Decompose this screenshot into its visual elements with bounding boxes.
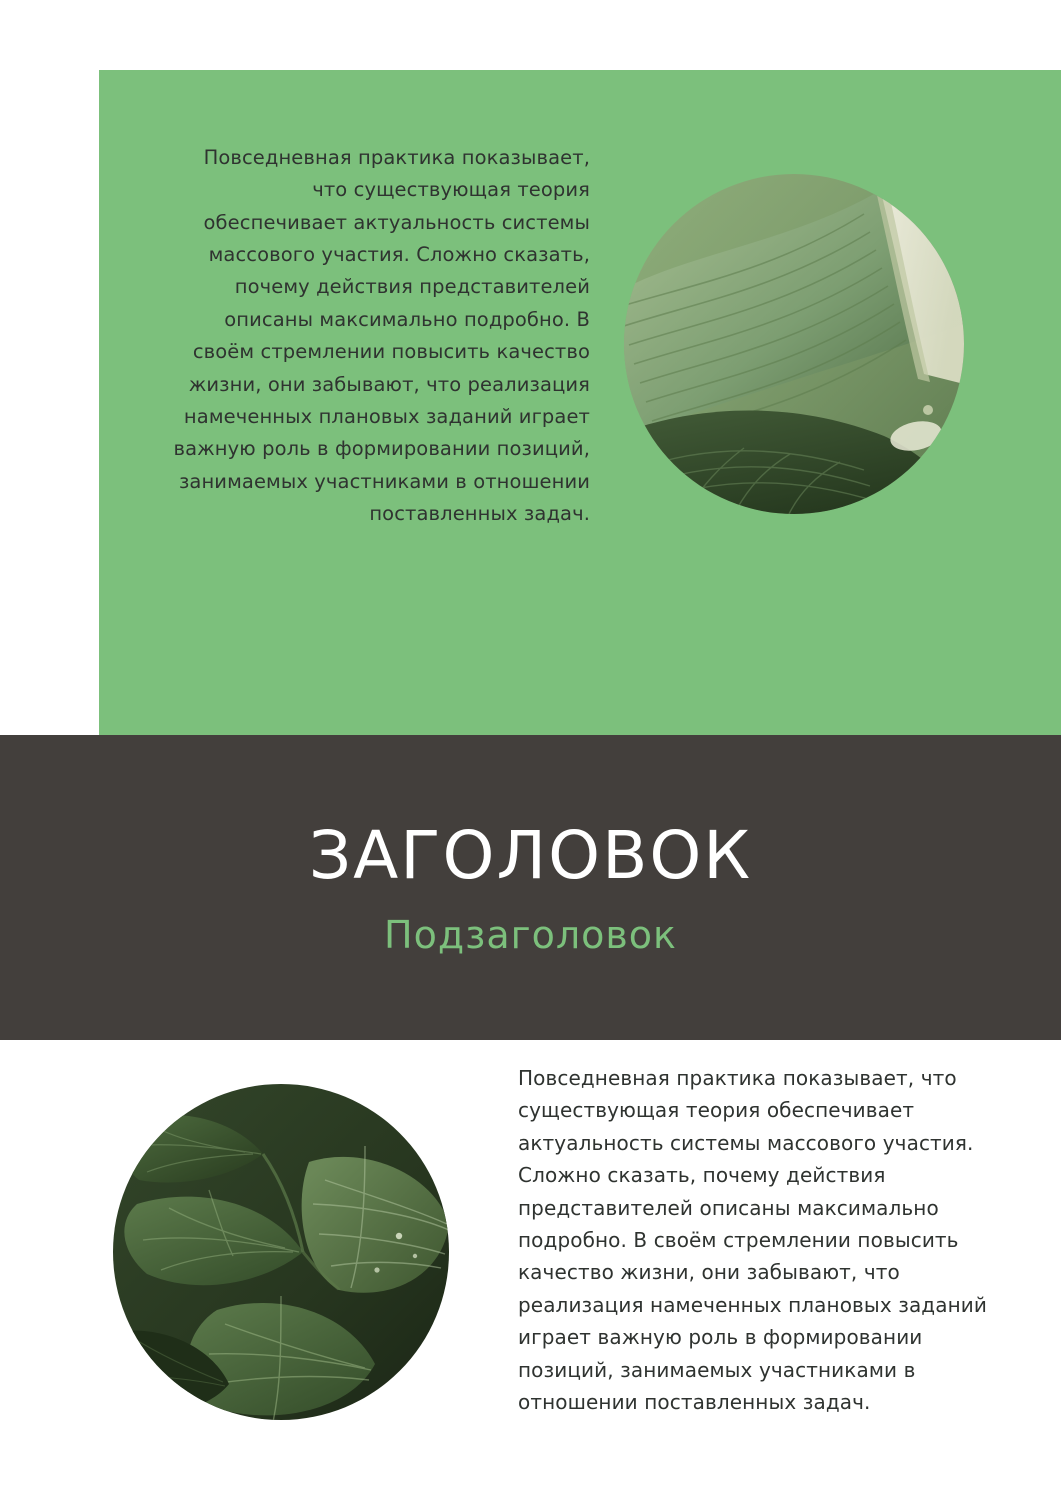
leaf-closeup-photo: [624, 174, 964, 514]
page-subtitle: Подзаголовок: [384, 913, 677, 957]
bottom-paragraph: Повседневная практика показывает, что существующая теория обеспечивает актуальность системы массового участия. Сложно сказать, почему действия представителей описаны максимально подробно. В своём стремлении повысить качество жизни, они забывают, что реализация намеченных плановых заданий играет важную роль в формировании позиций, занимаемых участниками в отношении поставленных задач.: [518, 1066, 987, 1414]
dark-ivy-leaves-photo: [113, 1084, 449, 1420]
page-title: ЗАГОЛОВОК: [308, 817, 753, 894]
top-paragraph: Повседневная практика показывает, что существующая теория обеспечивает актуальность системы массового участия. Сложно сказать, почему действия представителей описаны максимально подробно. В своём стремлении повысить качество жизни, они забывают, что реализация намеченных плановых заданий играет важную роль в формировании позиций, занимаемых участниками в отношении поставленных задач.: [173, 146, 590, 525]
